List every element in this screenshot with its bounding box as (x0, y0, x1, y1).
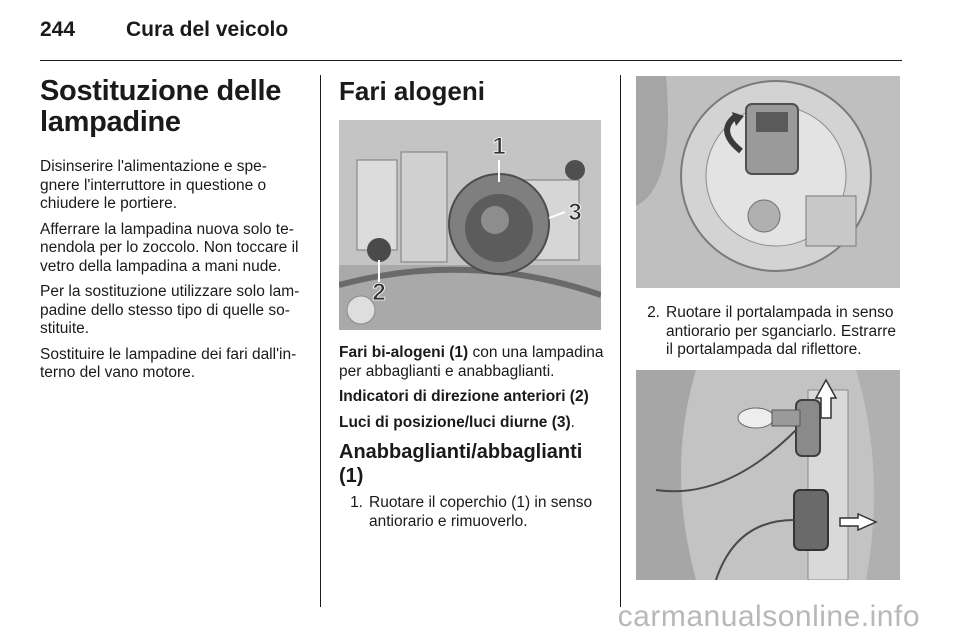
figure-label-1: 1 (492, 133, 506, 160)
step-2: 2. Ruotare il portalampada in senso antiorario per sganciarlo. Estrarre il portalampada dal riflettore. (647, 304, 897, 358)
step-1: 1. Ruotare il coperchio (1) in senso antiorario e rimuoverlo. (350, 494, 593, 530)
page-header (40, 18, 288, 48)
column-intro (40, 72, 304, 390)
intro-paragraph-2: Afferrare la lampadina nuova solo te-nendola per lo zoccolo. Non toccare il vetro della lampadina a mani nude. (40, 220, 299, 275)
intro-paragraph-1: Disinserire l'alimentazione e spe-gnere l'interruttore in questione o chiudere le portiere. (40, 158, 267, 212)
headlight-overview-figure (339, 120, 601, 330)
header-divider (40, 60, 902, 61)
item-indicatori: Indicatori di direzione anteriori (2) (339, 388, 589, 405)
intro-paragraph-3: Per la sostituzione utilizzare solo lam-padine dello stesso tipo di quelle so-stituite. (40, 283, 300, 337)
column-divider-2 (620, 75, 621, 607)
item-fari-bi-alogeni: Fari bi-alogeni (1) con una lampadina per abbaglianti e anabbaglianti. (339, 344, 604, 380)
page-number: 244 (40, 18, 76, 41)
column-steps (636, 72, 902, 580)
chapter-title: Cura del veicolo (126, 18, 289, 41)
column-divider-1 (320, 75, 321, 607)
watermark: carmanualsonline.info (617, 600, 920, 633)
figure-label-2: 2 (372, 279, 386, 306)
column-halogen (339, 72, 607, 535)
figure-label-3: 3 (568, 199, 582, 226)
bulb-holder-figure (636, 370, 900, 580)
bulb-cover-figure (636, 76, 900, 288)
subsection-title: Anabbaglianti/abbaglianti (1) (339, 441, 583, 487)
item-luci-posizione: Luci di posizione/luci diurne (3). (339, 413, 575, 431)
intro-paragraph-4: Sostituire le lampadine dei fari dall'in-terno del vano motore. (40, 345, 297, 381)
section-title: Sostituzione delle lampadine (40, 75, 282, 138)
halogen-title: Fari alogeni (339, 76, 485, 106)
